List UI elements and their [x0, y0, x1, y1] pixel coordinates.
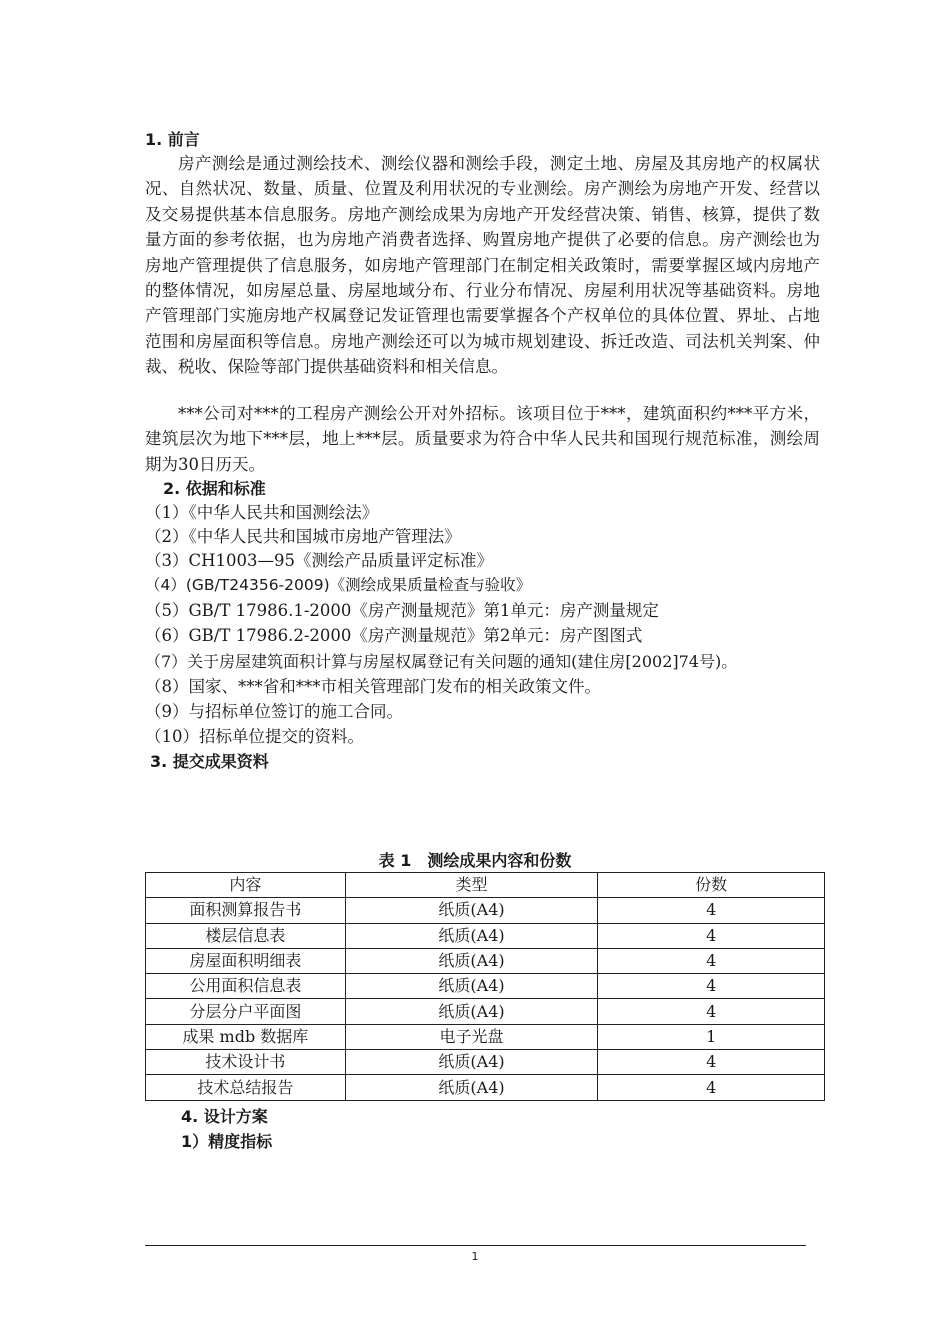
table-caption: 表 1 测绘成果内容和份数 — [378, 851, 572, 870]
cell-content: 楼层信息表 — [146, 923, 346, 948]
reference-item: （9）与招标单位签订的施工合同。 — [145, 702, 403, 721]
cell-type: 纸质(A4) — [345, 948, 598, 973]
cell-content: 面积测算报告书 — [146, 898, 346, 923]
cell-copies: 4 — [598, 999, 825, 1024]
column-header-type: 类型 — [345, 873, 598, 898]
table-row — [146, 974, 825, 999]
section-1-paragraph-2: ***公司对***的工程房产测绘公开对外招标。该项目位于***，建筑面积约***平方米，建筑层次为地下***层，地上***层。质量要求为符合中华人民共和国现行规范标准，测绘周期为30日历天。 — [145, 404, 820, 474]
cell-type: 电子光盘 — [345, 1024, 598, 1049]
reference-item: （1）《中华人民共和国测绘法》 — [145, 503, 379, 522]
table-header-row — [146, 873, 825, 898]
section-1-title: 1. 前言 — [145, 130, 200, 149]
table-row — [146, 1050, 825, 1075]
column-header-copies: 份数 — [598, 873, 825, 898]
table-row — [146, 999, 825, 1024]
table-row — [146, 898, 825, 923]
reference-item: （6）GB/T 17986.2-2000《房产测量规范》第2单元：房产图图式 — [145, 626, 643, 645]
section-2-title: 2. 依据和标准 — [163, 479, 266, 498]
column-header-content: 内容 — [146, 873, 346, 898]
cell-copies: 4 — [598, 1075, 825, 1100]
section-4-title: 4. 设计方案 — [181, 1107, 268, 1126]
table-row — [146, 923, 825, 948]
reference-item: （5）GB/T 17986.1-2000《房产测量规范》第1单元：房产测量规定 — [145, 601, 659, 620]
cell-copies: 1 — [598, 1024, 825, 1049]
page-number: 1 — [471, 1250, 479, 1263]
cell-type: 纸质(A4) — [345, 999, 598, 1024]
cell-type: 纸质(A4) — [345, 898, 598, 923]
section-4-subtitle-precision: 1）精度指标 — [181, 1132, 273, 1151]
cell-content: 成果 mdb 数据库 — [146, 1024, 346, 1049]
cell-content: 分层分户平面图 — [146, 999, 346, 1024]
cell-copies: 4 — [598, 1050, 825, 1075]
reference-item: （2）《中华人民共和国城市房地产管理法》 — [145, 527, 461, 546]
table-row — [146, 948, 825, 973]
section-1-paragraph-1: 房产测绘是通过测绘技术、测绘仪器和测绘手段，测定土地、房屋及其房地产的权属状况、自然状况、数量、质量、位置及利用状况的专业测绘。房产测绘为房地产开发、经营以及交易提供基本信息服务。房地产测绘成果为房地产开发经营决策、销售、核算，提供了数量方面的参考依据，也为房地产消费者选择、购置房地产提供了必要的信息。房产测绘也为房地产管理提供了信息服务，如房地产管理部门在制定相关政策时，需要掌握区域内房地产的整体情况，如房屋总量、房屋地域分布、行业分布情况、房屋利用状况等基础资料。房地产管理部门实施房地产权属登记发证管理也需要掌握各个产权单位的具体位置、界址、占地范围和房屋面积等信息。房地产测绘还可以为城市规划建设、拆迁改造、司法机关判案、仲裁、税收、保险等部门提供基础资料和相关信息。 — [145, 154, 820, 377]
results-table — [145, 872, 825, 1101]
cell-content: 公用面积信息表 — [146, 974, 346, 999]
table-row — [146, 1075, 825, 1100]
cell-copies: 4 — [598, 898, 825, 923]
footer-divider — [145, 1245, 806, 1246]
cell-type: 纸质(A4) — [345, 923, 598, 948]
section-3-title: 3. 提交成果资料 — [150, 752, 269, 771]
cell-type: 纸质(A4) — [345, 974, 598, 999]
cell-copies: 4 — [598, 923, 825, 948]
reference-item: （7）关于房屋建筑面积计算与房屋权属登记有关问题的通知(建住房[2002]74号)。 — [145, 652, 738, 671]
reference-item: （4）(GB/T24356-2009)《测绘成果质量检查与验收》 — [145, 576, 532, 594]
cell-copies: 4 — [598, 974, 825, 999]
reference-item: （3）CH1003—95《测绘产品质量评定标准》 — [145, 551, 493, 570]
reference-item: （8）国家、***省和***市相关管理部门发布的相关政策文件。 — [145, 677, 601, 696]
table-row — [146, 1024, 825, 1049]
cell-type: 纸质(A4) — [345, 1075, 598, 1100]
cell-content: 房屋面积明细表 — [146, 948, 346, 973]
cell-content: 技术总结报告 — [146, 1075, 346, 1100]
reference-item: （10）招标单位提交的资料。 — [145, 727, 364, 746]
cell-type: 纸质(A4) — [345, 1050, 598, 1075]
cell-content: 技术设计书 — [146, 1050, 346, 1075]
cell-copies: 4 — [598, 948, 825, 973]
